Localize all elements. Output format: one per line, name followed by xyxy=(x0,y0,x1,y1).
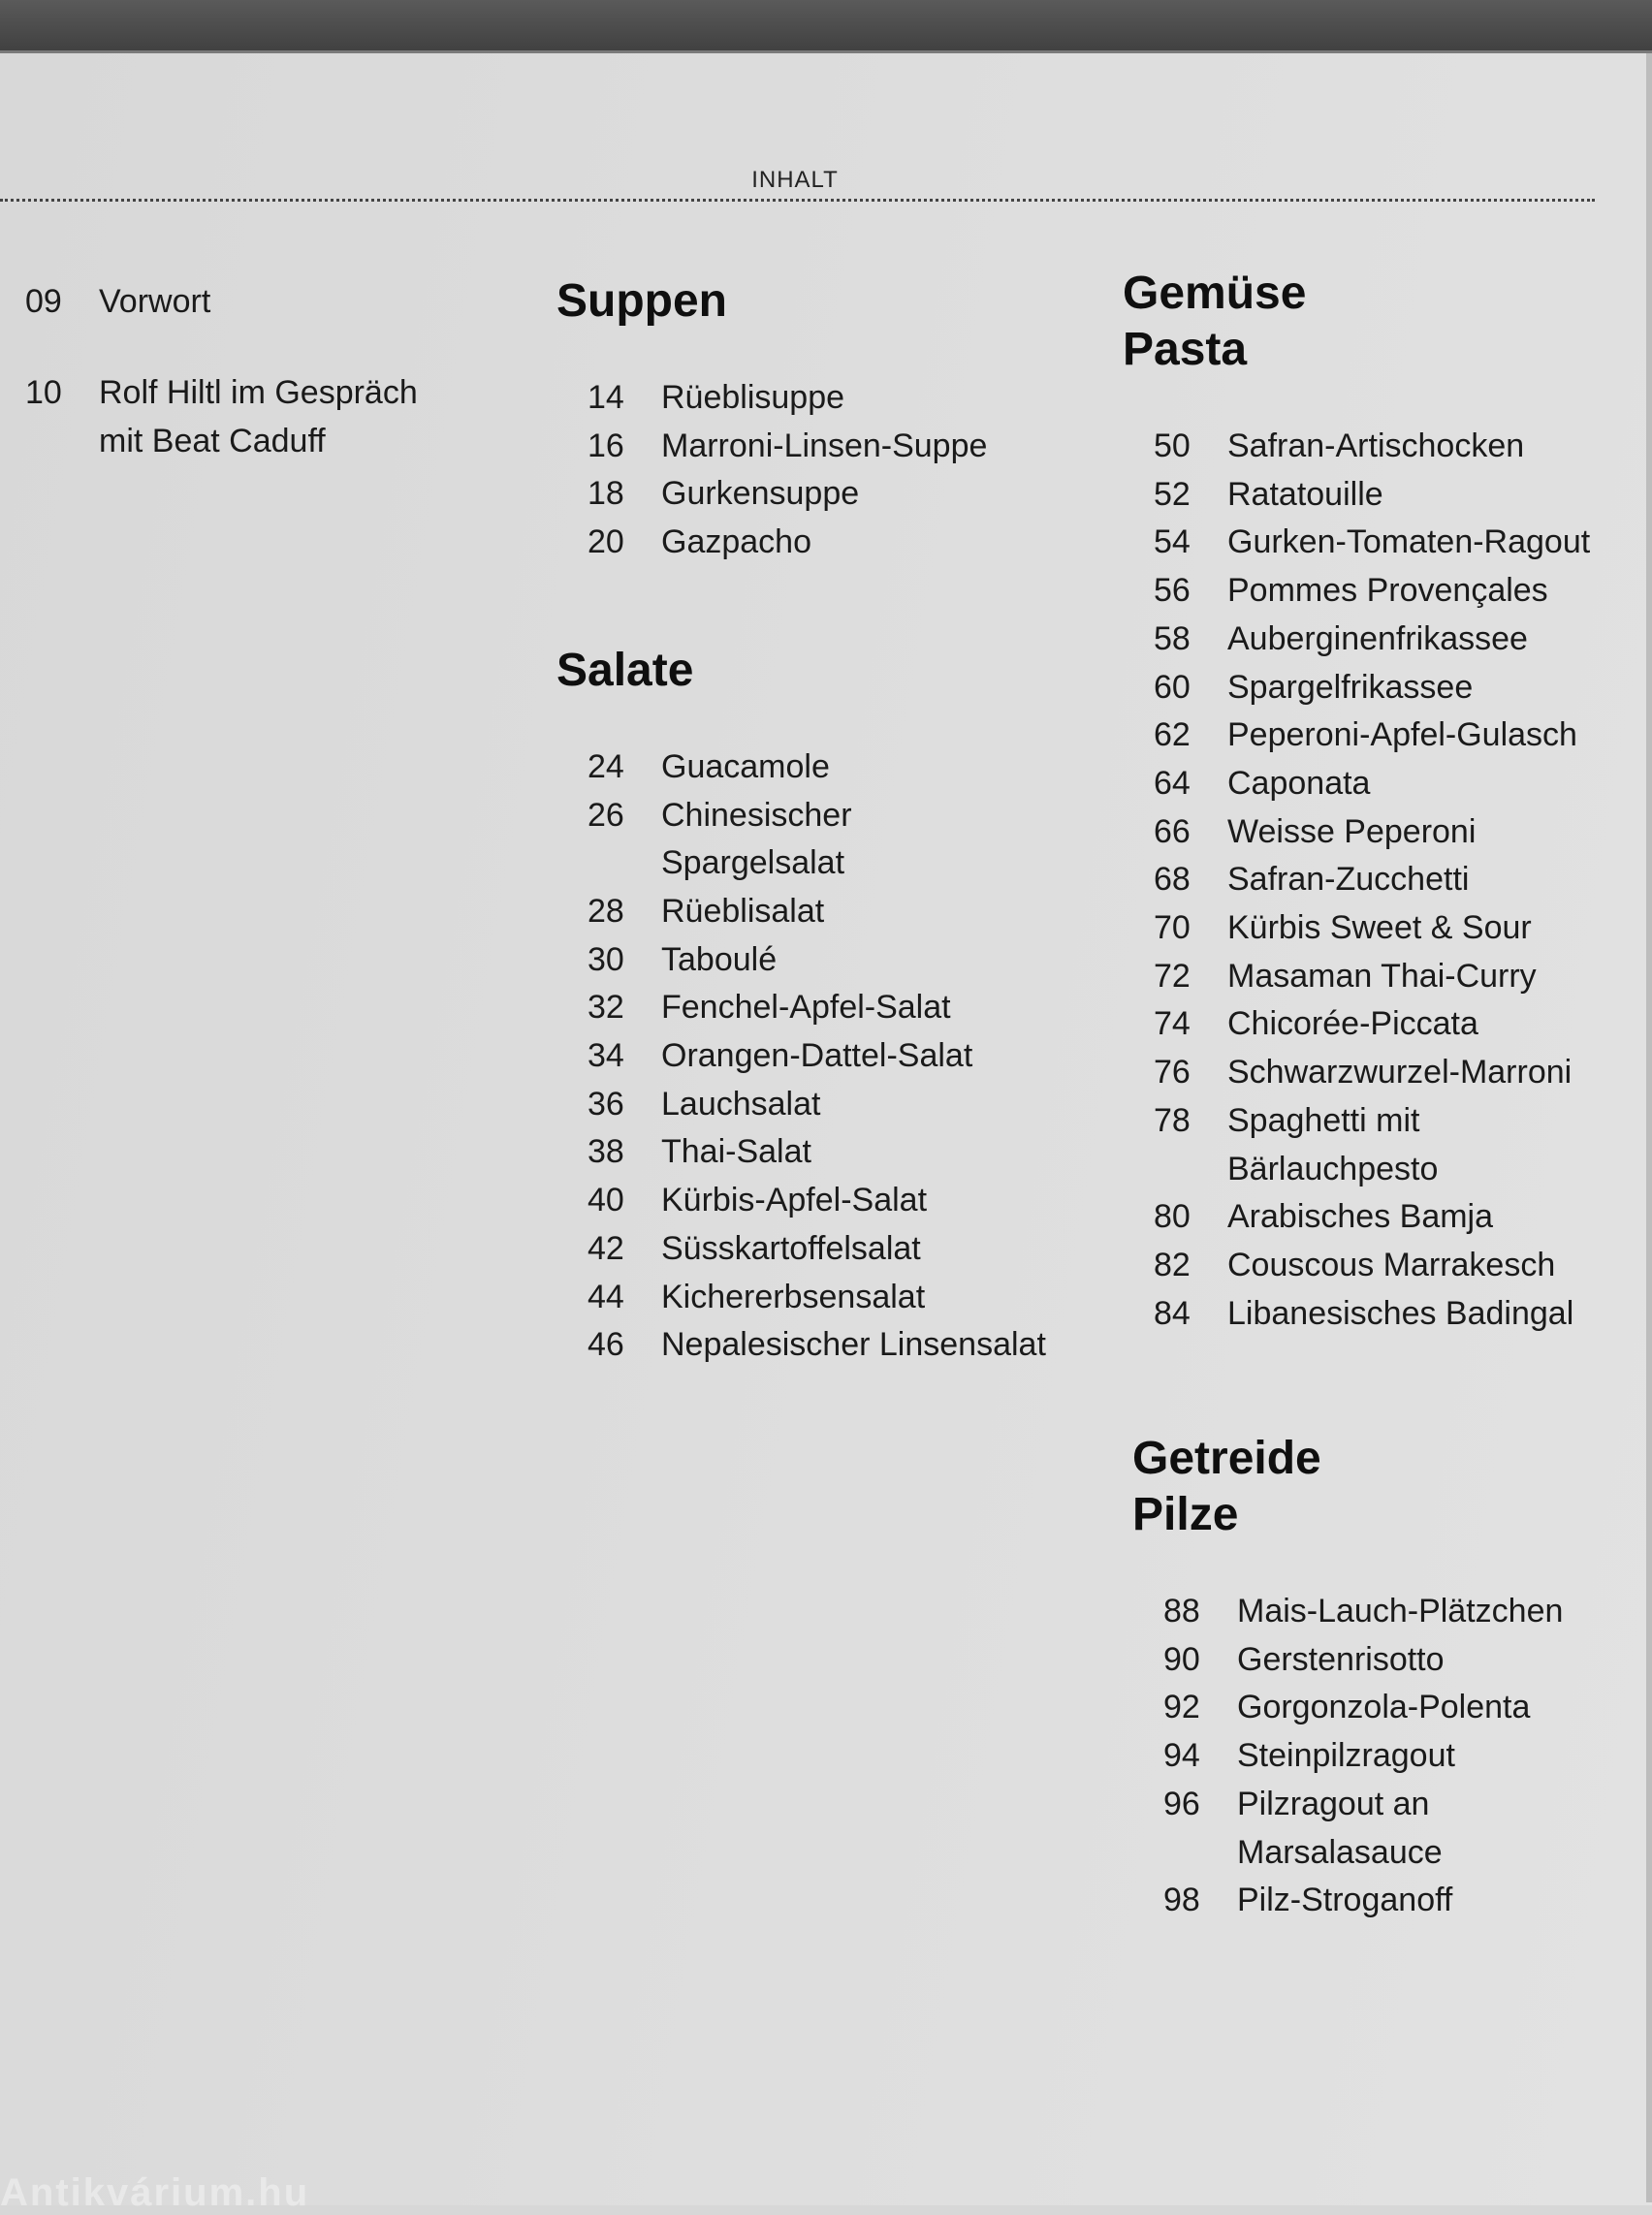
toc-entry-title-line: Weisse Peperoni xyxy=(1227,812,1477,850)
section-title-getreide-pilze xyxy=(1132,1431,1652,1543)
toc-list-suppen xyxy=(556,374,1099,567)
toc-entry xyxy=(25,368,529,465)
toc-page-number: 40 xyxy=(588,1182,624,1219)
toc-entry-title-line: Thai-Salat xyxy=(661,1133,811,1171)
toc-entry-title-line: Nepalesischer Linsensalat xyxy=(661,1326,1046,1364)
toc-entry-title-line: Guacamole xyxy=(661,747,830,785)
toc-entry-title xyxy=(1227,1242,1646,1290)
toc-entry-title xyxy=(1227,712,1646,760)
toc-page-number: 70 xyxy=(1154,909,1191,947)
section-title-line: Suppen xyxy=(556,275,727,327)
toc-list-salate xyxy=(556,744,1099,1370)
toc-entry xyxy=(588,374,1099,423)
toc-entry-title-line: Gurkensuppe xyxy=(661,475,860,513)
toc-page-number: 72 xyxy=(1154,957,1191,995)
toc-entry xyxy=(588,1128,1099,1177)
toc-page-number: 32 xyxy=(588,989,624,1027)
background-top-band xyxy=(0,0,1652,54)
toc-entry xyxy=(588,888,1099,936)
toc-page-number: 34 xyxy=(588,1037,624,1075)
toc-entry xyxy=(1163,1636,1652,1685)
toc-entry xyxy=(588,519,1099,567)
toc-entry-title xyxy=(661,1032,1099,1081)
toc-entry-title xyxy=(661,1321,1099,1370)
toc-page-number: 26 xyxy=(588,796,624,834)
toc-entry-title-line: Ratatouille xyxy=(1227,475,1383,513)
toc-entry-title-line: Kichererbsensalat xyxy=(661,1278,926,1315)
toc-entry xyxy=(1163,1588,1652,1636)
toc-entry xyxy=(1163,1877,1652,1925)
middle-column xyxy=(556,273,1099,1370)
toc-entry-title-line: Arabisches Bamja xyxy=(1227,1198,1494,1236)
toc-entry-title xyxy=(1227,953,1646,1001)
toc-entry xyxy=(1154,904,1646,953)
toc-entry xyxy=(1154,1000,1646,1049)
toc-entry-title-line: Chicorée-Piccata xyxy=(1227,1005,1478,1043)
toc-entry-title xyxy=(1237,1781,1652,1877)
toc-entry xyxy=(588,936,1099,985)
toc-entry-title xyxy=(661,374,1099,423)
toc-page-number: 46 xyxy=(588,1326,624,1364)
toc-entry-title xyxy=(1227,904,1646,953)
toc-entry xyxy=(1154,808,1646,857)
toc-entry-title-line: Kürbis-Apfel-Salat xyxy=(661,1182,928,1219)
toc-entry-title-line: Spaghetti mit xyxy=(1227,1101,1420,1139)
toc-entry-title xyxy=(1227,1193,1646,1242)
toc-page-number: 24 xyxy=(588,747,624,785)
toc-entry-title-line: Pilz-Stroganoff xyxy=(1237,1882,1453,1919)
toc-entry-title xyxy=(1227,1000,1646,1049)
toc-entry xyxy=(588,1274,1099,1322)
toc-page-number: 84 xyxy=(1154,1294,1191,1332)
section-title-salate xyxy=(556,643,1099,699)
toc-entry-title xyxy=(661,792,1099,888)
section-title-suppen xyxy=(556,273,1099,330)
toc-page-number: 50 xyxy=(1154,427,1191,464)
toc-entry-title-line: Gerstenrisotto xyxy=(1237,1640,1445,1678)
toc-entry-title-line: Marroni-Linsen-Suppe xyxy=(661,427,988,464)
toc-entry xyxy=(588,1081,1099,1129)
toc-entry xyxy=(1163,1684,1652,1732)
toc-page-number: 58 xyxy=(1154,619,1191,657)
toc-page-number: 52 xyxy=(1154,475,1191,513)
toc-entry-title xyxy=(1227,1097,1646,1193)
toc-page-number: 74 xyxy=(1154,1005,1191,1043)
toc-list-getreide-pilze xyxy=(1132,1588,1652,1925)
section-title-line: Getreide xyxy=(1132,1433,1321,1484)
toc-entry-title-line: Safran-Zucchetti xyxy=(1227,861,1470,899)
toc-page-number: 76 xyxy=(1154,1054,1191,1092)
toc-entry-title-line: Pilzragout an xyxy=(1237,1785,1430,1822)
toc-page-number: 14 xyxy=(588,379,624,416)
toc-entry-title-line: Safran-Artischocken xyxy=(1227,427,1525,464)
toc-entry xyxy=(1154,1290,1646,1339)
toc-entry-title xyxy=(1237,1588,1652,1636)
toc-page-number: 66 xyxy=(1154,812,1191,850)
toc-entry xyxy=(588,423,1099,471)
toc-entry-title-line: Masaman Thai-Curry xyxy=(1227,957,1537,995)
intro-column xyxy=(25,277,529,508)
toc-page-number: 80 xyxy=(1154,1198,1191,1236)
toc-entry xyxy=(588,1225,1099,1274)
header-dotted-rule xyxy=(0,199,1595,202)
toc-entry-title-line: Vorwort xyxy=(99,283,211,320)
toc-entry xyxy=(1154,519,1646,567)
toc-entry-title-line: Lauchsalat xyxy=(661,1085,821,1123)
toc-entry-title-line: Taboulé xyxy=(661,940,778,978)
section-title-line: Pasta xyxy=(1123,324,1248,375)
toc-entry-title-line: Bärlauchpesto xyxy=(1227,1150,1439,1187)
toc-page-number: 18 xyxy=(588,475,624,513)
toc-entry-title-line: Chinesischer xyxy=(661,796,852,834)
toc-entry-title-line: Gorgonzola-Polenta xyxy=(1237,1689,1531,1726)
toc-entry-title xyxy=(1227,567,1646,616)
toc-entry-title-line: Rolf Hiltl im Gespräch xyxy=(99,374,418,411)
toc-entry xyxy=(1154,567,1646,616)
toc-page-number: 78 xyxy=(1154,1101,1191,1139)
section-getreide-pilze xyxy=(1132,1431,1652,1925)
toc-entry xyxy=(588,470,1099,519)
toc-entry-title xyxy=(661,423,1099,471)
toc-entry-title xyxy=(99,277,529,326)
toc-entry-title xyxy=(1237,1877,1652,1925)
toc-entry-title-line: Spargelfrikassee xyxy=(1227,668,1474,706)
toc-entry-title-line: Kürbis Sweet & Sour xyxy=(1227,909,1532,947)
toc-entry xyxy=(1154,856,1646,904)
toc-page-number: 88 xyxy=(1163,1593,1200,1630)
toc-entry xyxy=(1154,1242,1646,1290)
toc-entry-title-line: Schwarzwurzel-Marroni xyxy=(1227,1054,1573,1092)
toc-entry-title xyxy=(1227,471,1646,520)
toc-entry-title xyxy=(661,888,1099,936)
toc-page-number: 82 xyxy=(1154,1246,1191,1283)
toc-entry-title-line: Fenchel-Apfel-Salat xyxy=(661,989,951,1027)
toc-entry xyxy=(588,744,1099,792)
toc-entry-title-line: Mais-Lauch-Plätzchen xyxy=(1237,1593,1564,1630)
toc-entry-title xyxy=(1227,616,1646,664)
toc-entry-title xyxy=(661,519,1099,567)
toc-entry-title-line: Gurken-Tomaten-Ragout xyxy=(1227,523,1591,561)
section-suppen xyxy=(556,273,1099,567)
toc-entry xyxy=(1154,712,1646,760)
section-title-line: Pilze xyxy=(1132,1489,1239,1540)
toc-entry xyxy=(1154,1097,1646,1193)
toc-entry xyxy=(25,277,529,326)
toc-entry xyxy=(1154,1049,1646,1097)
section-title-line: Gemüse xyxy=(1123,268,1307,319)
toc-entry-title-line: Marsalasauce xyxy=(1237,1833,1443,1871)
toc-entry-title xyxy=(661,936,1099,985)
toc-entry-title xyxy=(661,1128,1099,1177)
toc-entry-title xyxy=(661,1274,1099,1322)
section-gemuese-pasta xyxy=(1123,266,1646,1338)
toc-page-number: 42 xyxy=(588,1229,624,1267)
toc-entry-title xyxy=(1227,856,1646,904)
toc-page-number: 16 xyxy=(588,427,624,464)
toc-entry-title-line: Steinpilzragout xyxy=(1237,1737,1455,1775)
toc-entry xyxy=(1154,953,1646,1001)
toc-entry xyxy=(588,984,1099,1032)
page-header-label: INHALT xyxy=(751,167,839,193)
toc-entry-title xyxy=(661,1177,1099,1225)
toc-entry-title xyxy=(1227,760,1646,808)
toc-page-number: 09 xyxy=(25,283,62,320)
section-title-line: Salate xyxy=(556,644,694,696)
toc-page-number: 94 xyxy=(1163,1737,1200,1775)
toc-page-number: 60 xyxy=(1154,668,1191,706)
toc-entry xyxy=(1163,1781,1652,1877)
toc-entry xyxy=(1154,471,1646,520)
toc-page-number: 20 xyxy=(588,523,624,561)
section-title-gemuese-pasta xyxy=(1123,266,1646,378)
toc-page-number: 92 xyxy=(1163,1689,1200,1726)
toc-entry-title-line: Caponata xyxy=(1227,764,1371,802)
toc-entry-title-line: Pommes Provençales xyxy=(1227,572,1548,610)
toc-entry-title xyxy=(661,744,1099,792)
toc-page-number: 56 xyxy=(1154,572,1191,610)
toc-page-number: 96 xyxy=(1163,1785,1200,1822)
toc-entry xyxy=(588,1177,1099,1225)
toc-page-number: 44 xyxy=(588,1278,624,1315)
toc-page-number: 62 xyxy=(1154,716,1191,754)
toc-page-number: 64 xyxy=(1154,764,1191,802)
toc-entry xyxy=(1154,616,1646,664)
toc-entry-title-line: Orangen-Dattel-Salat xyxy=(661,1037,973,1075)
toc-page-number: 90 xyxy=(1163,1640,1200,1678)
toc-entry xyxy=(588,1032,1099,1081)
toc-entry xyxy=(1154,1193,1646,1242)
toc-entry-title-line: mit Beat Caduff xyxy=(99,423,326,459)
toc-entry-title xyxy=(1227,1290,1646,1339)
toc-page-number: 10 xyxy=(25,374,62,411)
toc-entry-title-line: Gazpacho xyxy=(661,523,811,561)
toc-entry-title xyxy=(1237,1636,1652,1685)
toc-page-number: 54 xyxy=(1154,523,1191,561)
toc-entry-title xyxy=(661,1225,1099,1274)
toc-page-number: 30 xyxy=(588,940,624,978)
toc-entry-title xyxy=(1227,1049,1646,1097)
toc-page-number: 38 xyxy=(588,1133,624,1171)
toc-entry xyxy=(588,792,1099,888)
toc-list-gemuese-pasta xyxy=(1123,423,1646,1338)
toc-entry-title xyxy=(99,368,529,465)
toc-entry xyxy=(1163,1732,1652,1781)
toc-entry-title-line: Rüeblisalat xyxy=(661,892,825,930)
intro-list xyxy=(25,277,529,465)
toc-entry-title xyxy=(1227,519,1646,567)
toc-page-number: 28 xyxy=(588,892,624,930)
toc-entry-title xyxy=(1237,1684,1652,1732)
toc-entry-title xyxy=(661,470,1099,519)
toc-entry-title xyxy=(1227,423,1646,471)
toc-entry-title-line: Peperoni-Apfel-Gulasch xyxy=(1227,716,1577,754)
toc-entry xyxy=(1154,423,1646,471)
section-salate xyxy=(556,643,1099,1370)
toc-entry-title xyxy=(661,984,1099,1032)
watermark: Antikvárium.hu xyxy=(0,2171,310,2214)
toc-entry-title-line: Rüeblisuppe xyxy=(661,379,845,416)
toc-entry xyxy=(1154,760,1646,808)
toc-entry-title-line: Spargelsalat xyxy=(661,844,845,882)
right-column xyxy=(1123,266,1646,1919)
toc-page-number: 68 xyxy=(1154,861,1191,899)
toc-entry-title xyxy=(1237,1732,1652,1781)
toc-entry xyxy=(588,1321,1099,1370)
toc-entry-title-line: Libanesisches Badingal xyxy=(1227,1294,1574,1332)
toc-page-number: 98 xyxy=(1163,1882,1200,1919)
toc-page-number: 36 xyxy=(588,1085,624,1123)
toc-entry-title xyxy=(661,1081,1099,1129)
toc-entry-title xyxy=(1227,664,1646,712)
toc-entry-title-line: Couscous Marrakesch xyxy=(1227,1246,1556,1283)
toc-entry xyxy=(1154,664,1646,712)
toc-entry-title-line: Süsskartoffelsalat xyxy=(661,1229,921,1267)
toc-entry-title xyxy=(1227,808,1646,857)
toc-entry-title-line: Auberginenfrikassee xyxy=(1227,619,1528,657)
